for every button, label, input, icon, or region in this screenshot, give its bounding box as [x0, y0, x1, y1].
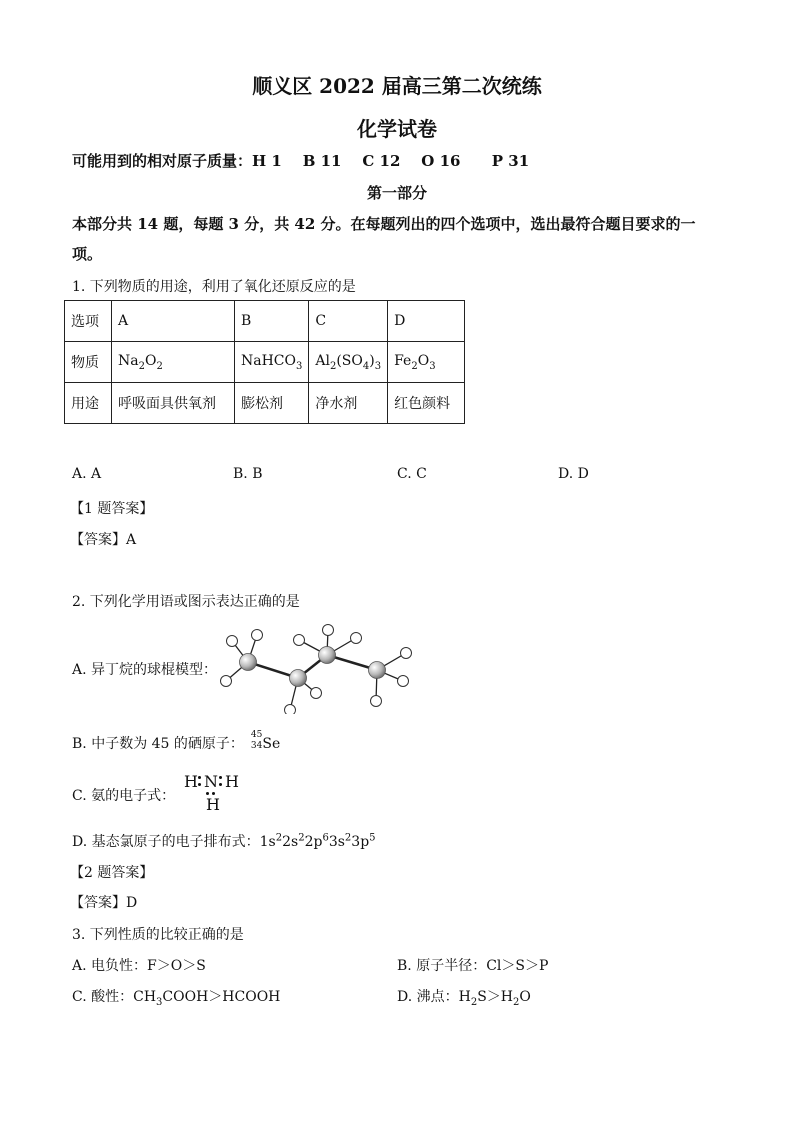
ammonia-electron-formula: H N H H [184, 772, 239, 814]
table-row [65, 342, 465, 383]
substance-d: $Fe_2O_3$ [388, 342, 465, 383]
row-header-use: 用途 [65, 383, 112, 424]
row-header-option: 选项 [65, 301, 112, 342]
q3-stem: 3. 下列性质的比较正确的是 [72, 927, 244, 943]
q3-option-b: B. 原子半径：Cl＞S＞P [397, 958, 549, 974]
q2-option-a: A. 异丁烷的球棍模型： [72, 662, 218, 678]
q1-choice-c: C. C [397, 466, 427, 482]
q1-stem: 1. 下列物质的用途，利用了氧化还原反应的是 [72, 279, 356, 295]
q1-choice-b: B. B [233, 466, 263, 482]
option-a-header: A [112, 301, 235, 342]
part-instructions-line2: 项。 [72, 245, 103, 263]
q2-stem: 2. 下列化学用语或图示表达正确的是 [72, 594, 300, 610]
substance-b: NaHCO$_3$ [235, 342, 309, 383]
q3-option-d: D. 沸点：$H_2S>H_2O$ [397, 989, 531, 1008]
exam-subject: 化学试卷 [357, 117, 437, 141]
atomic-masses: 可能用到的相对原子质量：H 1 B 11 C 12 O 16 P 31 [72, 152, 530, 170]
q2-option-d: D. 基态氯原子的电子排布式：$1s^22s^22p^63s^23p^5$ [72, 832, 376, 850]
q2-answer: 【答案】D [70, 895, 138, 911]
q3-option-c: C. 酸性：$CH_3COOH>HCOOH$ [72, 989, 281, 1008]
option-c-header: C [309, 301, 388, 342]
use-d: 红色颜料 [388, 383, 465, 424]
q2-option-c: C. 氨的电子式： [72, 788, 176, 804]
part-title: 第一部分 [366, 184, 427, 202]
part-instructions-line1: 本部分共 14 题，每题 3 分，共 42 分。在每题列出的四个选项中，选出最符合题目要求的一 [72, 215, 696, 233]
use-b: 膨松剂 [235, 383, 309, 424]
q1-answer-header: 【1 题答案】 [70, 501, 154, 517]
table-row [65, 301, 465, 342]
row-header-substance: 物质 [65, 342, 112, 383]
option-d-header: D [388, 301, 465, 342]
option-b-header: B [235, 301, 309, 342]
q1-choice-a: A. A [72, 466, 102, 482]
use-c: 净水剂 [309, 383, 388, 424]
exam-title: 顺义区 2022 届高三第二次统练 [252, 74, 542, 98]
q1-table [64, 300, 465, 424]
substance-c: $Al_2(SO_4)_3$ [309, 342, 388, 383]
table-row [65, 383, 465, 424]
q1-answer: 【答案】A [70, 532, 137, 548]
q2-option-b: B. 中子数为 45 的硒原子： 45 34 Se [72, 730, 281, 752]
substance-a: $Na_2O_2$ [112, 342, 235, 383]
q3-option-a: A. 电负性：F＞O＞S [72, 958, 206, 974]
q2-answer-header: 【2 题答案】 [70, 865, 154, 881]
q1-choice-d: D. D [558, 466, 589, 482]
isobutane-ball-stick-model [210, 622, 420, 714]
selenium-isotope-notation: 45 34 [250, 730, 263, 751]
use-a: 呼吸面具供氧剂 [112, 383, 235, 424]
